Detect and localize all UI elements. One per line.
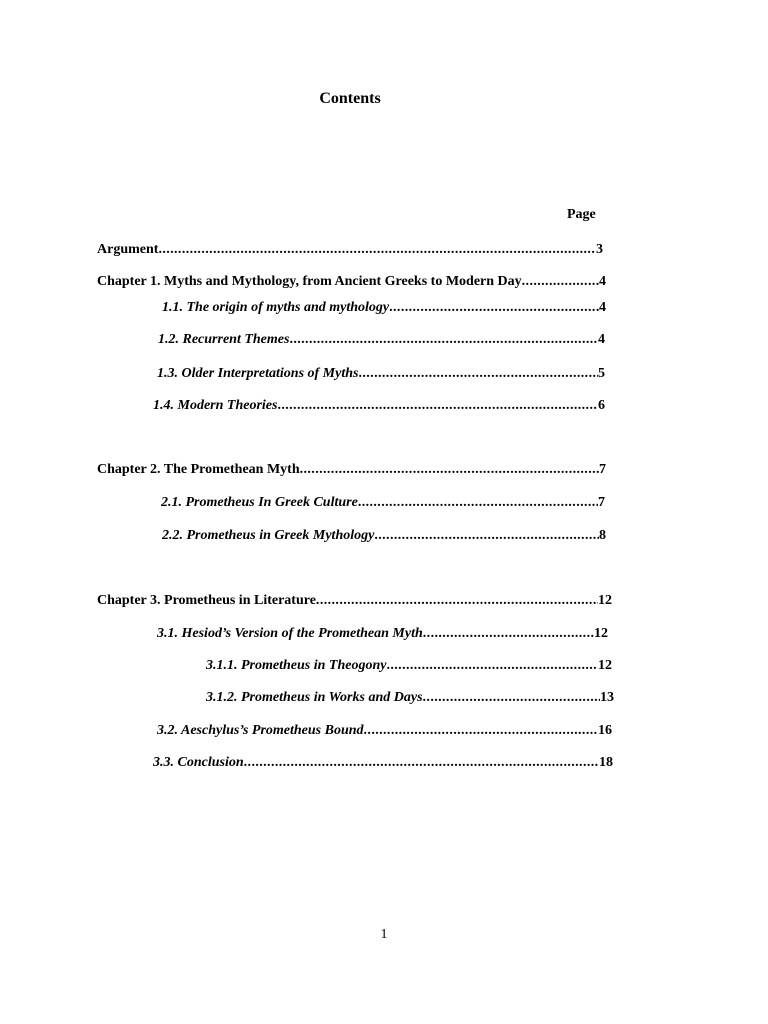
toc-entry-label: 2.2. Prometheus in Greek Mythology [162, 528, 375, 543]
toc-entry-page: 7 [599, 462, 606, 477]
toc-entry-page: 7 [598, 495, 605, 510]
toc-entry-3-1-2 [206, 689, 614, 707]
toc-leader-dots [289, 331, 598, 349]
toc-entry-label: 3.1.2. Prometheus in Works and Days [206, 690, 423, 705]
toc-entry-1-3 [157, 365, 605, 383]
toc-entry-page: 16 [598, 723, 612, 738]
toc-entry-page: 4 [599, 274, 606, 289]
toc-entry-1-2 [158, 331, 605, 349]
toc-entry-chapter-2 [97, 461, 606, 479]
toc-entry-3-1-1 [206, 657, 612, 675]
toc-entry-3-3 [153, 754, 613, 772]
toc-entry-page: 4 [599, 300, 606, 315]
toc-entry-page: 12 [598, 658, 612, 673]
toc-entry-label: Chapter 3. Prometheus in Literature [97, 593, 316, 608]
toc-entry-page: 12 [594, 626, 608, 641]
toc-entry-label: 1.2. Recurrent Themes [158, 332, 290, 347]
toc-entry-1-4 [153, 397, 605, 415]
toc-leader-dots [277, 397, 598, 415]
toc-entry-label: 3.2. Aeschylus’s Prometheus Bound [157, 723, 364, 738]
toc-entry-label: 2.1. Prometheus In Greek Culture [161, 495, 358, 510]
toc-leader-dots [316, 592, 598, 610]
toc-entry-label: Chapter 1. Myths and Mythology, from Ancient Greeks to Modern Day [97, 274, 522, 289]
toc-leader-dots [386, 657, 598, 675]
toc-entry-2-1 [161, 494, 605, 512]
toc-entry-label: Chapter 2. The Promethean Myth [97, 462, 300, 477]
toc-entry-page: 8 [599, 528, 606, 543]
toc-leader-dots [389, 299, 599, 317]
toc-entry-chapter-1 [97, 273, 606, 291]
toc-leader-dots [244, 754, 599, 772]
toc-entry-label: 3.1. Hesiod’s Version of the Promethean Myth [157, 626, 423, 641]
toc-entry-page: 4 [598, 332, 605, 347]
toc-entry-label: 3.1.1. Prometheus in Theogony [206, 658, 387, 673]
toc-entry-page: 3 [596, 242, 603, 257]
page-number: 1 [380, 927, 388, 942]
toc-leader-dots [364, 722, 598, 740]
toc-leader-dots [423, 689, 600, 707]
toc-leader-dots [158, 241, 596, 259]
toc-entry-page: 6 [598, 398, 605, 413]
toc-entry-label: 1.1. The origin of myths and mythology [162, 300, 390, 315]
toc-entry-chapter-3 [97, 592, 612, 610]
toc-leader-dots [374, 527, 599, 545]
toc-entry-argument [97, 241, 603, 259]
toc-leader-dots [358, 494, 598, 512]
toc-leader-dots [358, 365, 598, 383]
page-column-heading: Page [567, 207, 596, 222]
toc-entry-3-1 [157, 625, 608, 643]
toc-entry-page: 12 [598, 593, 612, 608]
toc-entry-page: 5 [598, 366, 605, 381]
toc-entry-page: 18 [599, 755, 613, 770]
toc-leader-dots [522, 273, 599, 291]
toc-leader-dots [423, 625, 594, 643]
toc-leader-dots [300, 461, 599, 479]
toc-entry-2-2 [162, 527, 606, 545]
page-title: Contents [319, 90, 381, 107]
toc-entry-3-2 [157, 722, 612, 740]
toc-entry-label: 3.3. Conclusion [153, 755, 244, 770]
toc-entry-page: 13 [600, 690, 614, 705]
toc-entry-label: 1.4. Modern Theories [153, 398, 278, 413]
toc-entry-label: Argument [97, 242, 159, 257]
toc-entry-label: 1.3. Older Interpretations of Myths [157, 366, 359, 381]
toc-entry-1-1 [162, 299, 606, 317]
